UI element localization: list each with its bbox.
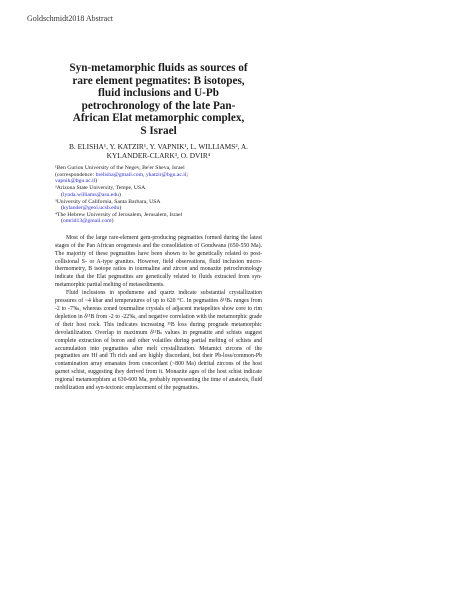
- affiliation-contact: [55, 205, 262, 211]
- affiliation-contact: [55, 192, 262, 198]
- affiliation-1: [55, 165, 262, 184]
- title-line: fluid inclusions and U-Pb: [98, 87, 219, 100]
- affiliation-name: ¹Ben Gurion University of the Negev, Be'er Sheva, Israel: [55, 165, 185, 172]
- title-line: African Elat metamorphic complex,: [72, 112, 245, 125]
- title-line: Syn-metamorphic fluids as sources of: [69, 62, 248, 74]
- affiliation-4: [55, 212, 262, 225]
- author-line: B. ELISHA¹, Y. KATZIR¹, Y. VAPNIK¹, L. WILLIAMS², A.: [68, 141, 249, 151]
- email-link[interactable]: kylander@geol.ucsb.edu: [62, 205, 120, 211]
- contact-prefix: (correspondence:: [55, 171, 96, 178]
- author-list: [55, 142, 262, 161]
- affiliations: [55, 165, 262, 224]
- abstract-paragraph: Most of the large rare-element gem-producing pegmatites formed during the latest stages of the Pan African orogenesis and the consolidation of Gondwana (650-550 Ma). The majority of these pegmatites have been shown to be genetically related to post-collisional S- or A-type granites. However, field observations, fluid inclusion micro-thermometry, B isotope ratios in tourmaline and zircon and monazite petrochronology indicate that the Elat pegmatites are genetically related to fluids extracted from syn-metamorphic partial melting of metasediments.: [55, 234, 262, 289]
- contact-separator: ;: [186, 171, 189, 178]
- abstract-body: [55, 235, 262, 393]
- abstract-paragraph: Fluid inclusions in spodumene and quartz indicate substantial crystallization pressures of ~4 kbar and temperatures of up to 620 °C. In pegmatites δ¹¹Bₛ ranges from -2 to -7‰, whereas zoned tourmaline crystals of adjacent metapelites show core to rim depletion in δ¹¹B from -2 to -22‰, and negative correlation with the metamorphic grade of their host rock. This indicates increasing ¹¹B loss during prograde metamorphic devolatilization. Overlap in maximum δ¹¹Bₛ values in pegmatite and schists suggest complete extraction of boron and other volatiles during partial melting of schists and accumulation into pegmatites after melt crystallization. Metamict zircons of the pegmatites are Hf and Th rich and are highly discordant, but their Pb-loss/common-Pb contamination array emanates from concordant (~800 Ma) detrital zircons of the host garnet schist, suggesting they derived from it. Monazite ages of the host schist indicate regional metamorphism at 630-600 Ma, probably representing the time of anatexis, fluid mobilization and syn-tectonic emplacement of the pegmatites.: [55, 290, 262, 392]
- contact-prefix: (: [61, 191, 63, 198]
- journal-header: Goldschmidt2018 Abstract: [27, 14, 113, 23]
- author-line: KYLANDER-CLARK³, O. DVIR⁴: [106, 150, 211, 160]
- contact-prefix: (: [61, 218, 63, 225]
- affiliation-3: [55, 199, 262, 212]
- affiliation-name: ³University of California, Santa Barbara, USA: [55, 198, 161, 205]
- paper-title: [55, 62, 262, 138]
- affiliation-2: [55, 185, 262, 198]
- abstract-column: [55, 62, 262, 393]
- affiliation-name: ⁴The Hebrew University of Jerusalem, Jerusalem, Israel: [55, 212, 183, 218]
- email-link[interactable]: brelisha@gmail.com: [95, 171, 144, 178]
- affiliation-contact: [55, 178, 262, 184]
- title-line: rare element pegmatites: B isotopes,: [72, 74, 245, 87]
- email-link[interactable]: vapnik@bgu.ac.il: [55, 178, 96, 185]
- email-link[interactable]: omrid13@gmail.com: [62, 218, 112, 225]
- affiliation-contact: [55, 218, 262, 224]
- contact-suffix: ): [111, 218, 114, 225]
- affiliation-name: ²Arizona State University, Tempe, USA: [55, 185, 146, 192]
- contact-prefix: (: [61, 205, 63, 211]
- email-link[interactable]: ykatzir@bgu.ac.il: [145, 171, 187, 178]
- contact-suffix: ): [119, 205, 122, 211]
- contact-suffix: ): [119, 191, 121, 198]
- title-line: petrochronology of the late Pan-: [81, 99, 236, 112]
- title-line: S Israel: [140, 124, 177, 137]
- contact-separator: ,: [143, 171, 146, 178]
- contact-suffix: ): [95, 178, 98, 185]
- email-link[interactable]: lynda.williams@asu.edu: [62, 191, 120, 198]
